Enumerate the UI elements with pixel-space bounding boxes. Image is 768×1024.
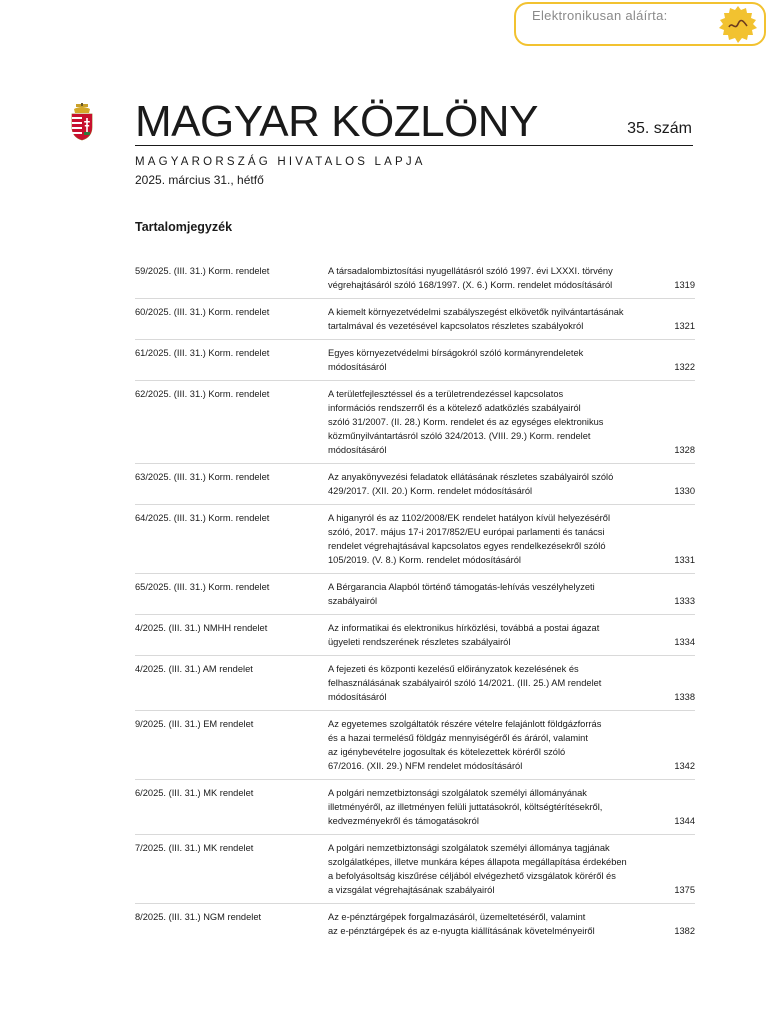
toc-entry[interactable] — [135, 621, 695, 656]
decree-reference: 63/2025. (III. 31.) Korm. rendelet — [135, 472, 270, 482]
toc-entry[interactable] — [135, 387, 695, 464]
decree-title: Az anyakönyvezési feladatok ellátásának részletes szabályairól szóló 429/2017. (XII. 20.) Korm. rendelet módosításáról — [328, 472, 614, 496]
decree-reference: 4/2025. (III. 31.) NMHH rendelet — [135, 623, 268, 633]
publication-title: MAGYAR KÖZLÖNY — [135, 97, 538, 146]
toc-entry[interactable] — [135, 305, 695, 340]
toc-entry[interactable] — [135, 470, 695, 505]
toc-entry[interactable] — [135, 786, 695, 835]
decree-reference: 64/2025. (III. 31.) Korm. rendelet — [135, 513, 270, 523]
page-number: 1330 — [674, 486, 695, 496]
decree-title: A területfejlesztéssel és a területrendezéssel kapcsolatos információs rendszerről és a kötelező adatközlés szabályairól szóló 31/2007. (II. 28.) Korm. rendelet és az egységes elektronikus közműnyilvántartásról szóló 324/2013. (VIII. 29.) Korm. rendelet módosításáról — [328, 389, 604, 455]
decree-title: A társadalombiztosítási nyugellátásról szóló 1997. évi LXXXI. törvény végrehajtásáról szóló 168/1997. (X. 6.) Korm. rendelet módosításáról — [328, 266, 613, 290]
table-of-contents — [135, 264, 695, 950]
toc-entry[interactable] — [135, 841, 695, 904]
table-of-contents-heading: Tartalomjegyzék — [135, 220, 233, 234]
page-number: 1382 — [674, 926, 695, 936]
page-number: 1334 — [674, 637, 695, 647]
issue-number: 35. szám — [627, 120, 692, 137]
decree-title: Az egyetemes szolgáltatók részére vételre felajánlott földgázforrás és a hazai termelésű földgáz mennyiségéről és áráról, valamint az igénybevételre jogosultak és kötelezettek köréről szóló 67/2016. (XII. 29.) NFM rendelet módosításáról — [328, 719, 602, 771]
decree-title: Egyes környezetvédelmi bírságokról szóló kormányrendeletek módosításáról — [328, 348, 584, 372]
decree-title: A fejezeti és központi kezelésű előirányzatok kezelésének és felhasználásának szabályairól szóló 14/2021. (III. 25.) AM rendelet módosításáról — [328, 664, 602, 702]
signature-seal-icon — [718, 5, 758, 45]
page-number: 1333 — [674, 596, 695, 606]
decree-reference: 4/2025. (III. 31.) AM rendelet — [135, 664, 253, 674]
toc-entry[interactable] — [135, 264, 695, 299]
decree-title: A kiemelt környezetvédelmi szabályszegést elkövetők nyilvántartásának tartalmával és vezetésével kapcsolatos részletes szabályokról — [328, 307, 624, 331]
decree-reference: 60/2025. (III. 31.) Korm. rendelet — [135, 307, 270, 317]
publication-date: 2025. március 31., hétfő — [135, 173, 264, 187]
decree-title: A Bérgarancia Alapból történő támogatás-lehívás veszélyhelyzeti szabályairól — [328, 582, 595, 606]
electronic-signature-box[interactable] — [514, 2, 766, 46]
page-number: 1342 — [674, 761, 695, 771]
page-number: 1328 — [674, 445, 695, 455]
toc-entry[interactable] — [135, 346, 695, 381]
page-number: 1338 — [674, 692, 695, 702]
page-number: 1375 — [674, 885, 695, 895]
decree-reference: 7/2025. (III. 31.) MK rendelet — [135, 843, 254, 853]
toc-entry[interactable] — [135, 580, 695, 615]
page-number: 1344 — [674, 816, 695, 826]
decree-reference: 65/2025. (III. 31.) Korm. rendelet — [135, 582, 270, 592]
toc-entry[interactable] — [135, 662, 695, 711]
page-number: 1322 — [674, 362, 695, 372]
decree-title: A higanyról és az 1102/2008/EK rendelet hatályon kívül helyezéséről szóló, 2017. május 17-i 2017/852/EU európai parlamenti és tanácsi rendelet végrehajtásával kapcsolatos egyes rendelkezésekről szóló 105/2019. (V. 8.) Korm. rendelet módosításáról — [328, 513, 611, 565]
publication-subtitle: MAGYARORSZÁG HIVATALOS LAPJA — [135, 156, 426, 168]
decree-title: A polgári nemzetbiztonsági szolgálatok személyi állományának illetményéről, az illetményen felüli juttatásokról, költségtérítésekről, kedvezményekről és támogatásokról — [328, 788, 603, 826]
page-number: 1321 — [674, 321, 695, 331]
decree-reference: 62/2025. (III. 31.) Korm. rendelet — [135, 389, 270, 399]
toc-entry[interactable] — [135, 910, 695, 944]
decree-reference: 59/2025. (III. 31.) Korm. rendelet — [135, 266, 270, 276]
signature-label: Elektronikusan aláírta: — [532, 8, 668, 23]
page-number: 1319 — [674, 280, 695, 290]
decree-reference: 9/2025. (III. 31.) EM rendelet — [135, 719, 254, 729]
header-divider — [135, 145, 693, 146]
toc-entry[interactable] — [135, 511, 695, 574]
decree-title: A polgári nemzetbiztonsági szolgálatok személyi állománya tagjának szolgálatképes, illetve munkára képes állapota megállapítása érdekében a befolyásoltság kiszűrése céljából elvégezhető vizsgálatok köréről és a vizsgálat végrehajtásának szabályairól — [328, 843, 627, 895]
decree-title: Az informatikai és elektronikus hírközlési, továbbá a postai ágazat ügyeleti rendszerének részletes szabályairól — [328, 623, 600, 647]
decree-title: Az e-pénztárgépek forgalmazásáról, üzemeltetéséről, valamint az e-pénztárgépek és az e-nyugta kiállításának követelményeiről — [328, 912, 595, 936]
decree-reference: 61/2025. (III. 31.) Korm. rendelet — [135, 348, 270, 358]
decree-reference: 8/2025. (III. 31.) NGM rendelet — [135, 912, 262, 922]
decree-reference: 6/2025. (III. 31.) MK rendelet — [135, 788, 254, 798]
page-number: 1331 — [674, 555, 695, 565]
hungarian-coat-of-arms-icon — [70, 103, 94, 141]
toc-entry[interactable] — [135, 717, 695, 780]
